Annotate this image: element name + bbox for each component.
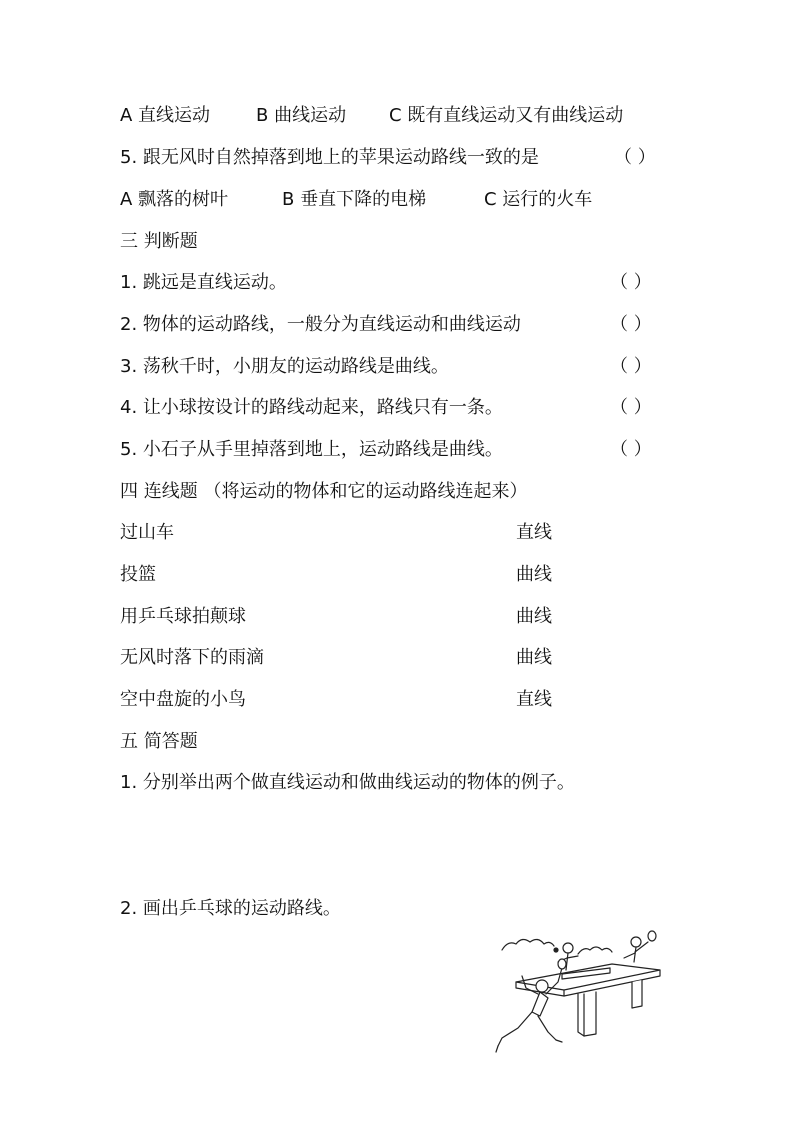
table-tennis-players-illustration: [492, 928, 668, 1056]
judge-item-1: 1. 跳远是直线运动。: [120, 272, 287, 293]
short-answer-q1: 1. 分别举出两个做直线运动和做曲线运动的物体的例子。: [120, 772, 575, 793]
judge-answer-blank-2[interactable]: （ ）: [610, 314, 652, 335]
match-path-4[interactable]: 曲线: [516, 647, 552, 668]
match-object-1[interactable]: 过山车: [120, 522, 174, 543]
match-object-5[interactable]: 空中盘旋的小鸟: [120, 689, 246, 710]
q4-option-b: B 曲线运动: [256, 105, 347, 126]
judge-answer-blank-5[interactable]: （ ）: [610, 439, 652, 460]
q4-option-a: A 直线运动: [120, 105, 211, 126]
match-path-3[interactable]: 曲线: [516, 606, 552, 627]
match-path-1[interactable]: 直线: [516, 522, 552, 543]
judge-item-3: 3. 荡秋千时，小朋友的运动路线是曲线。: [120, 356, 449, 377]
section5-title: 五 简答题: [120, 731, 198, 752]
q5-answer-blank[interactable]: （ ）: [614, 147, 656, 168]
match-object-4[interactable]: 无风时落下的雨滴: [120, 647, 264, 668]
match-object-3[interactable]: 用乒乓球拍颠球: [120, 606, 246, 627]
judge-item-5: 5. 小石子从手里掉落到地上，运动路线是曲线。: [120, 439, 503, 460]
q5-option-b: B 垂直下降的电梯: [282, 189, 427, 210]
q5-text: 5. 跟无风时自然掉落到地上的苹果运动路线一致的是: [120, 147, 539, 168]
judge-item-2: 2. 物体的运动路线，一般分为直线运动和曲线运动: [120, 314, 521, 335]
q5-option-c: C 运行的火车: [484, 189, 593, 210]
match-object-2[interactable]: 投篮: [120, 564, 156, 585]
q5-options: [120, 188, 593, 212]
match-path-5[interactable]: 直线: [516, 689, 552, 710]
match-path-2[interactable]: 曲线: [516, 564, 552, 585]
judge-answer-blank-1[interactable]: （ ）: [610, 272, 652, 293]
section4-title: 四 连线题 （将运动的物体和它的运动路线连起来）: [120, 481, 528, 502]
q4-option-c: C 既有直线运动又有曲线运动: [389, 105, 624, 126]
judge-answer-blank-4[interactable]: （ ）: [610, 397, 652, 418]
q5-option-a: A 飘落的树叶: [120, 189, 229, 210]
section3-title: 三 判断题: [120, 231, 198, 252]
short-answer-q2: 2. 画出乒乓球的运动路线。: [120, 898, 341, 919]
judge-item-4: 4. 让小球按设计的路线动起来，路线只有一条。: [120, 397, 503, 418]
q4-options: [120, 104, 624, 128]
judge-answer-blank-3[interactable]: （ ）: [610, 356, 652, 377]
